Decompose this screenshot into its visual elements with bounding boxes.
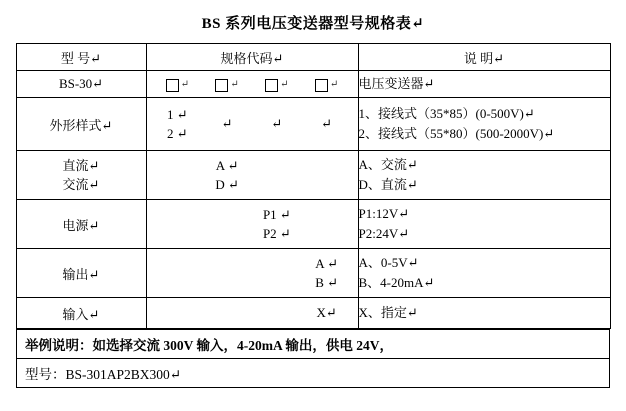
code-slot-3: ↵: [271, 116, 283, 132]
row-code-cell: [146, 200, 358, 249]
code-slot-1: [153, 105, 203, 144]
row-desc-cell: [358, 298, 610, 329]
desc-line: P2:24V↵: [358, 226, 410, 241]
desc-line: 2、接线式（55*80）(500-2000V)↵: [358, 126, 555, 141]
desc-line: 1、接线式（35*85）(0-500V)↵: [358, 105, 535, 121]
row-model-label: 电源↵: [16, 200, 146, 249]
row-model-label: 输入↵: [16, 298, 146, 329]
code-box-4: ↵: [302, 75, 352, 93]
table-row: [16, 71, 610, 98]
desc-line: B、4-20mA↵: [358, 275, 435, 290]
header-model: 型 号↵: [16, 44, 146, 71]
row-code-cell: [146, 98, 358, 151]
code-value: B ↵: [315, 275, 339, 290]
row-model-label: [16, 151, 146, 200]
code-box-2: ↵: [202, 75, 252, 93]
code-value: 1 ↵: [167, 106, 188, 122]
table-row: [16, 98, 610, 151]
row-code-cell: [146, 249, 358, 298]
row-code-cell: [146, 71, 358, 98]
checkbox-icon: [166, 79, 179, 92]
row-desc-cell: [358, 98, 610, 151]
desc-line: X、指定↵: [358, 304, 418, 320]
header-code: 规格代码↵: [146, 44, 358, 71]
row-code-cell: [146, 298, 358, 329]
spec-table: [16, 43, 611, 329]
code-box-1: ↵: [153, 75, 203, 93]
page-title: BS 系列电压变送器型号规格表↵: [201, 16, 425, 32]
checkbox-icon: [265, 79, 278, 92]
row-desc-cell: [358, 200, 610, 249]
note-line-1: 举例说明：如选择交流 300V 输入，4-20mA 输出，供电 24V，: [17, 330, 610, 359]
row-model-label: 外形样式↵: [16, 98, 146, 151]
code-value: A ↵: [315, 255, 339, 271]
desc-line: D、直流↵: [358, 177, 418, 192]
table-row: [16, 298, 610, 329]
row-model-label: BS-30↵: [16, 71, 146, 98]
code-box-3: ↵: [252, 75, 302, 93]
desc-line: A、交流↵: [358, 156, 418, 172]
table-row: [16, 151, 610, 200]
model-line: 交流↵: [62, 177, 100, 192]
code-value: D ↵: [215, 177, 239, 192]
table-row: [16, 249, 610, 298]
desc-line: P1:12V↵: [358, 205, 410, 221]
desc-line: 电压变送器↵: [358, 75, 435, 91]
code-slot-3: [252, 205, 302, 244]
code-slot-4: [302, 254, 352, 293]
row-desc-cell: [358, 71, 610, 98]
note-row: [17, 359, 610, 388]
table-header-row: [16, 44, 610, 71]
code-value: P1 ↵: [262, 206, 291, 222]
row-model-label: 输出↵: [16, 249, 146, 298]
desc-line: A、0-5V↵: [358, 254, 419, 270]
row-desc-cell: [358, 151, 610, 200]
code-value: P2 ↵: [262, 226, 291, 241]
notes-table: [16, 329, 610, 388]
checkbox-icon: [215, 79, 228, 92]
model-line: 直流↵: [62, 157, 100, 173]
code-slot-4: X↵: [316, 305, 337, 321]
note-row: [17, 330, 610, 359]
header-desc: 说 明↵: [358, 44, 610, 71]
code-slot-2: ↵: [221, 116, 233, 132]
code-slot-2: [202, 156, 252, 195]
row-desc-cell: [358, 249, 610, 298]
row-code-cell: [146, 151, 358, 200]
checkbox-icon: [315, 79, 328, 92]
note-line-2: 型号：BS-301AP2BX300↵: [17, 359, 610, 388]
code-slot-4: ↵: [321, 116, 333, 132]
code-value: 2 ↵: [167, 126, 188, 141]
code-value: A ↵: [215, 157, 239, 173]
table-row: [16, 200, 610, 249]
